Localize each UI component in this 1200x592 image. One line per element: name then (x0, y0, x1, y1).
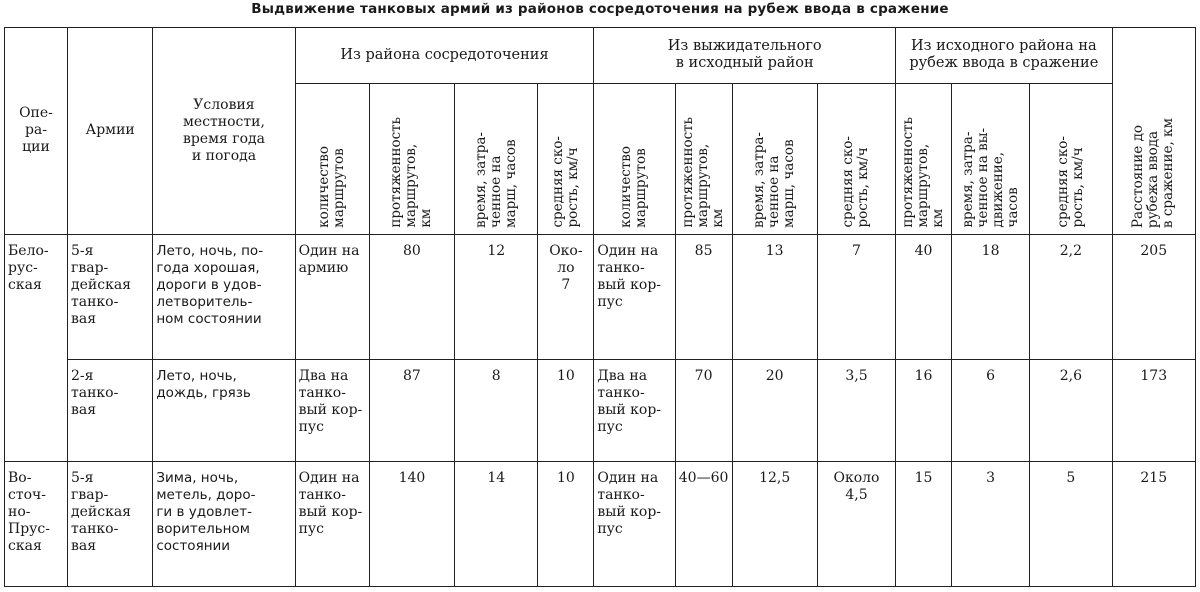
g3-speed-cell: 2,6 (1030, 359, 1112, 462)
g1-length-cell: 87 (369, 359, 454, 462)
conditions-cell: Лето, ночь, дождь, грязь (153, 359, 295, 462)
g2-length-cell: 85 (675, 234, 732, 359)
distance-cell: 205 (1112, 234, 1195, 359)
header-g2-time: время, затра- ченное на марш, часов (732, 83, 817, 234)
g1-time-cell: 12 (455, 234, 538, 359)
g1-time-cell: 14 (455, 462, 538, 587)
header-g1-length: протяженность маршрутов, км (369, 83, 454, 234)
g3-length-cell: 15 (896, 462, 952, 587)
g1-length-cell: 140 (369, 462, 454, 587)
g3-length-cell: 16 (896, 359, 952, 462)
header-g2-length: протяженность маршрутов, км (675, 83, 732, 234)
g2-time-cell: 12,5 (732, 462, 817, 587)
header-armies: Армии (68, 28, 153, 235)
g3-time-cell: 18 (951, 234, 1029, 359)
header-g3-time: время, затра- ченное на вы- движение, часов (951, 83, 1029, 234)
table-title: Выдвижение танковых армий из районов сосредоточения на рубеж ввода в сражение (251, 1, 949, 17)
header-g1-time: время, затра- ченное на марш, часов (455, 83, 538, 234)
table-row (5, 359, 1196, 462)
g3-time-cell: 6 (951, 359, 1029, 462)
g1-speed-cell: 10 (538, 462, 594, 587)
g1-time-cell: 8 (455, 359, 538, 462)
distance-cell: 173 (1112, 359, 1195, 462)
operation-cell: Бело- рус- ская (5, 234, 68, 461)
g2-time-cell: 20 (732, 359, 817, 462)
g2-routes-cell: Один на танко- вый кор- пус (594, 234, 675, 359)
g2-routes-cell: Два на танко- вый кор- пус (594, 359, 675, 462)
header-g1-speed: средняя ско- рость, км/ч (538, 83, 594, 234)
conditions-cell: Зима, ночь, метель, доро- ги в удовлет- ворительном состоянии (153, 462, 295, 587)
g2-routes-cell: Один на танко- вый кор- пус (594, 462, 675, 587)
header-g2-speed: средняя ско- рость, км/ч (817, 83, 895, 234)
table-row (5, 234, 1196, 359)
g1-routes-cell: Один на армию (295, 234, 369, 359)
header-g2-routes: количество маршрутов (594, 83, 675, 234)
header-conditions: Условия местности, время года и погода (153, 28, 295, 235)
header-group-waiting: Из выжидательного в исходный район (594, 28, 896, 84)
header-g1-routes: количество маршрутов (295, 83, 369, 234)
conditions-cell: Лето, ночь, по- года хорошая, дороги в удов- летворитель- ном состоянии (153, 234, 295, 359)
g2-speed-cell: Около 4,5 (817, 462, 895, 587)
g3-time-cell: 3 (951, 462, 1029, 587)
header-group-initial: Из исходного района на рубеж ввода в сражение (896, 28, 1112, 84)
header-row-1 (5, 28, 1196, 84)
header-g3-speed: средняя ско- рость, км/ч (1030, 83, 1112, 234)
g1-routes-cell: Один на танко- вый кор- пус (295, 462, 369, 587)
header-operations: Опе- ра- ции (5, 28, 68, 235)
data-table (4, 27, 1196, 587)
g1-speed-cell: 10 (538, 359, 594, 462)
g3-speed-cell: 5 (1030, 462, 1112, 587)
header-distance: Расстояние до рубежа ввода в сражение, км (1112, 28, 1195, 235)
g2-speed-cell: 7 (817, 234, 895, 359)
g3-length-cell: 40 (896, 234, 952, 359)
g2-length-cell: 70 (675, 359, 732, 462)
g1-routes-cell: Два на танко- вый кор- пус (295, 359, 369, 462)
header-g3-length: протяженность маршрутов, км (896, 83, 952, 234)
g1-speed-cell: Око- ло 7 (538, 234, 594, 359)
army-cell: 5-я гвар- дейская танко- вая (68, 234, 153, 359)
operation-cell: Во- сточ- но- Прус- ская (5, 462, 68, 587)
table-row (5, 462, 1196, 587)
header-group-concentration: Из района сосредоточения (295, 28, 594, 84)
distance-cell: 215 (1112, 462, 1195, 587)
g3-speed-cell: 2,2 (1030, 234, 1112, 359)
army-cell: 2-я танко- вая (68, 359, 153, 462)
army-cell: 5-я гвар- дейская танко- вая (68, 462, 153, 587)
g2-speed-cell: 3,5 (817, 359, 895, 462)
g2-length-cell: 40—60 (675, 462, 732, 587)
g2-time-cell: 13 (732, 234, 817, 359)
g1-length-cell: 80 (369, 234, 454, 359)
